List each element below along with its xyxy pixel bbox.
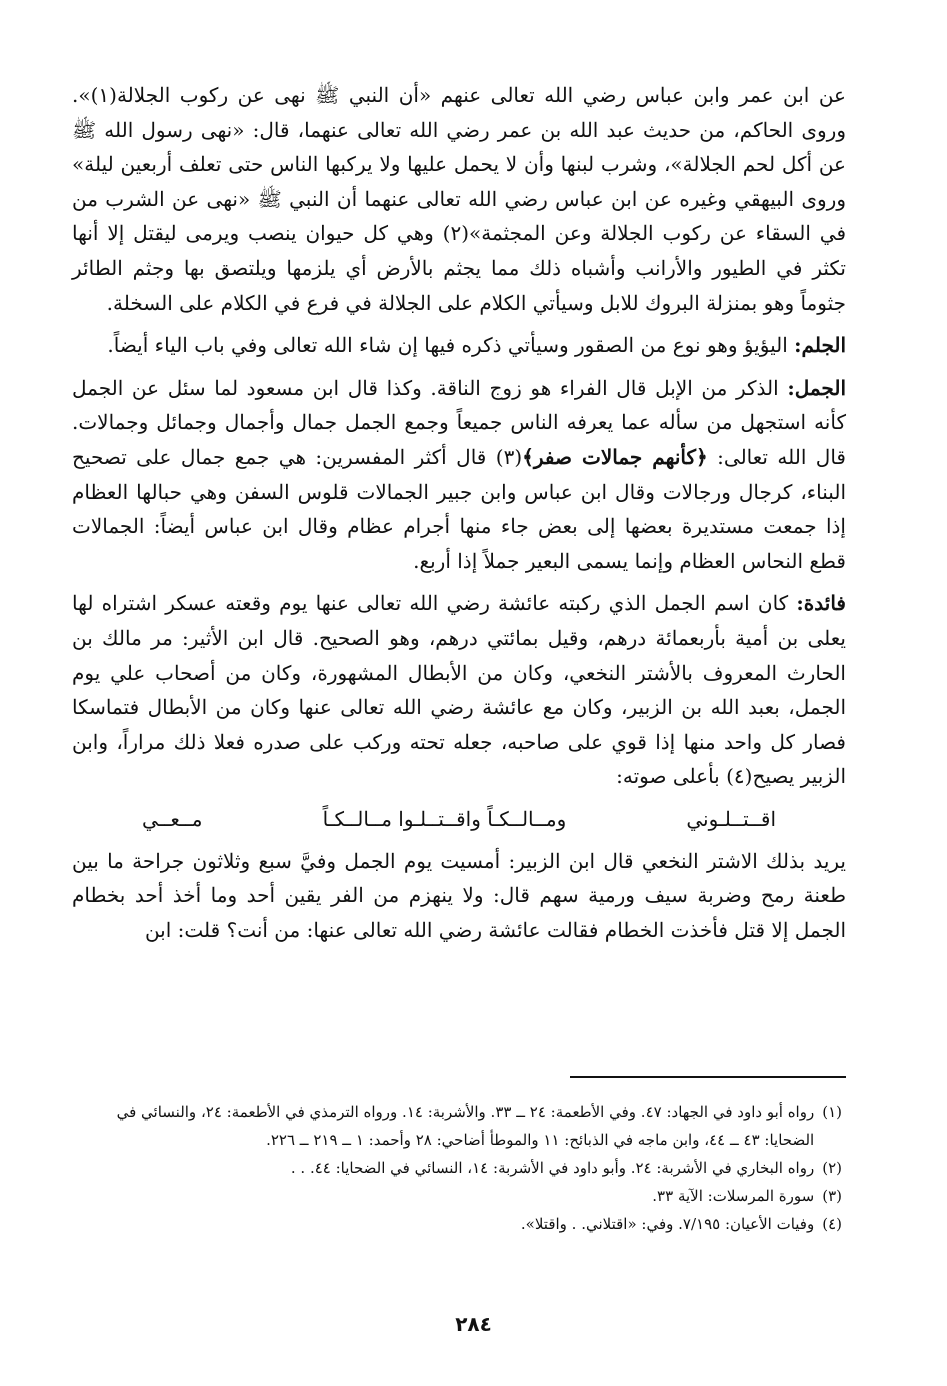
verse-part-middle: ومــالــكـاً واقــتــلـوا مــالــكـاً [322, 806, 567, 831]
paragraph-jallala: عن ابن عمر وابن عباس رضي الله تعالى عنهم «أن النبي ﷺ نهى عن ركوب الجلالة(١)». وروى الحاكم، من حديث عبد الله بن عمر رضي الله تعالى عنهما، قال: «نهى رسول الله ﷺ عن أكل لحم الجلالة»، وشرب لبنها وأن لا يحمل عليها ولا يركبها الناس حتى تعلف أربعين ليلة» وروى البيهقي وغيره عن ابن عباس رضي الله تعالى عنهما أن النبي ﷺ «نهى عن الشرب من في السقاء عن ركوب الجلالة وعن المجثمة»(٢) وهي كل حيوان ينصب ويرمى ليقتل إلا أنها تكثر في الطيور والأرانب وأشباه ذلك مما يجثم بالأرض أي يلزمها ويلتصق بها وجثم الطائر جثوماً وهو بمنزلة البروك للابل وسيأتي الكلام على الجلالة في فرع في الكلام على السخلة. [72, 83, 847, 315]
entry-heading-jamal: الجمل: [787, 375, 846, 400]
footnote-item [72, 1098, 842, 1154]
entry-text-jalam: اليؤيؤ وهو نوع من الصقور وسيأتي ذكره فيها إن شاء الله تعالى وفي باب الياء أيضاً. [107, 333, 788, 358]
quran-quote: ﴿كأنهم جمالات صفر﴾ [522, 444, 708, 469]
footnote-divider [570, 1076, 846, 1078]
paragraph-jamal [72, 371, 846, 579]
footnote-number: (٤) [822, 1215, 842, 1233]
footnote-text: سورة المرسلات: الآية ٣٣. [652, 1187, 815, 1205]
entry-text-jamal-b: (٣) قال أكثر المفسرين: هي جمع جمال على تصحيح البناء، كرجال ورجالات وقال ابن عباس وابن جبير الجمالات قلوس السفن وهي حبالها العظام إذا جمعت مستديرة بعضها إلى بعض جاء منها أجرام عظام وقال ابن عباس أيضاً: الجمالات قطع النحاس العظام وإنما يسمى البعير جملاً إذا أربع. [72, 444, 846, 573]
footnote-text: وفيات الأعيان: ٧/١٩٥. وفي: «اقتلاني. . واقتلا». [520, 1215, 815, 1233]
footnotes [72, 1098, 842, 1238]
footnote-item [72, 1154, 842, 1182]
footnote-text: رواه البخاري في الأشربة: ٢٤. وأبو داود في الأشربة: ١٤، النسائي في الضحايا: ٤٤. . . [290, 1159, 815, 1177]
footnote-number: (١) [822, 1103, 842, 1121]
footnote-item [72, 1182, 842, 1210]
footnote-number: (٢) [822, 1159, 842, 1177]
verse-part-left: مــعــي [142, 806, 203, 831]
poetry-verse [72, 802, 776, 836]
page-number: ٢٨٤ [455, 1312, 492, 1336]
entry-heading-faida: فائدة: [796, 591, 846, 616]
paragraph-ashtar: يريد بذلك الاشتر النخعي قال ابن الزبير: أمسيت يوم الجمل وفيَّ سبع وثلاثون جراحة ما بين طعنة رمح وضربة سيف ورمية سهم قال: ولا ينهزم من الفر يقين أحد وما أخذ أحد بخطام الجمل إلا قتل فأخذت الخطام فقالت عائشة رضي الله تعالى عنها: من أنت؟ قلت: ابن [72, 848, 846, 943]
footnote-number: (٣) [822, 1187, 842, 1205]
footnote-item [72, 1210, 842, 1238]
entry-text-faida: كان اسم الجمل الذي ركبته عائشة رضي الله تعالى عنها يوم وقعته عسكر اشتراه لها يعلى بن أمية بأربعمائة درهم، وقيل بمائتي درهم، وهو الصحيح. قال ابن الأثير: مر مالك بن الحارث المعروف بالأشتر النخعي، وكان من الأبطال المشهورة، وكان من أصحاب علي يوم الجمل، بعبد الله بن الزبير، وكان مع عائشة رضي الله تعالى عنها وكان من الأبطال فتماسكا فصار كل واحد منها إذا قوي على صاحبه، جعله تحته وركب على صدره فعلا ذلك مراراً، وابن الزبير يصيح(٤) بأعلى صوته: [72, 591, 846, 789]
entry-heading-jalam: الجلم: [794, 333, 846, 358]
paragraph-jalam [72, 328, 846, 363]
paragraph-faida [72, 586, 846, 794]
footnote-text: رواه أبو داود في الجهاد: ٤٧. وفي الأطعمة: ٢٤ ــ ٣٣. والأشربة: ١٤. ورواه الترمذي في الأطعمة: ٢٤، والنسائي في الضحايا: ٤٣ ــ ٤٤، وابن ماجه في الذبائح: ١١ والموطأ أضاحي: ٢٨ وأحمد: ١ ــ ٢١٩ ــ ٢٢٦. [116, 1103, 815, 1149]
entry-text-jamal-a: الذكر من الإبل قال الفراء هو زوج الناقة. وكذا قال ابن مسعود لما سئل عن الجمل كأنه استجهل من سأله عما يعرفه الناس جميعاً وجمع الجمل جمال وأجمال وجمائل وجمالات. قال الله تعالى: [72, 375, 846, 469]
verse-part-right: اقــتــلـوني [686, 806, 776, 831]
main-text [72, 78, 846, 956]
